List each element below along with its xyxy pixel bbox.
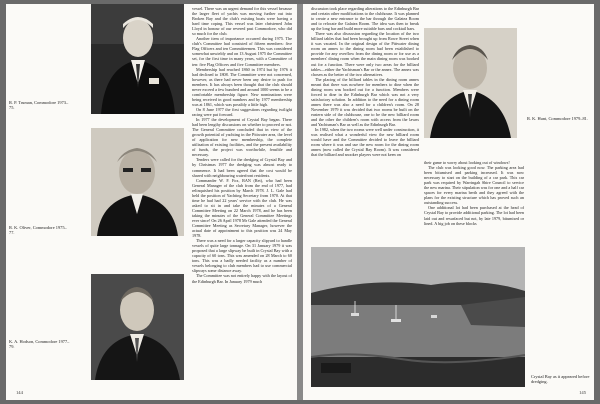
right-paragraph: In 1982, when the two rooms were well under construction, it was realised what a wonderful view the new billiard room would have and the Committee decided to leave the billiard room where it was and use the new room for the dining room annex (now called the Crystal Bay Room). It was considered that the billiard and snooker players were not keen on <box>311 127 419 158</box>
caption-crystal-bay: Crystal Bay as it appeared before dredging. <box>531 374 590 385</box>
left-paragraph: The Committee was not entirely happy with the layout of the Edinburgh Bar. In January 1979 much <box>192 273 292 284</box>
right-paragraph: There was also discussion regarding the location of the two billiard tables that had been brought up from Rowe Street when it was vacated. In the original design of the Pittwater dining room an annex to the dining room had been established to provide for any overflow from the dining room or for use as a members' dining room when the main dining room was booked out for a function. There were only two areas for the billiard tables—either the Yachtsman's Bar or the annex. The annex was chosen as the better of the two alternatives. <box>311 31 419 77</box>
left-paragraph: Commander W. F. Fox, RAN (Ret), who had been General Manager of the club from the end of 1977, had relinquished his position by March 1978. J. L. Gale had held the position of Yachting Secretary from 1970. At that time he had had 22 years' service with the club. He was asked to sit in and take the minutes of a General Committee Meeting on 22 March 1978, and he has been taking the minutes of the General Committee Meetings ever since! On 26 April 1978 Mr Gale attended the General Committee Meeting as Secretary Manager, however the actual date of appointment to this position was 24 May 1978. <box>192 177 292 239</box>
right-body-column <box>311 6 419 238</box>
crystal-bay-photo <box>311 247 525 387</box>
left-paragraph: Tenders were called for the dredging of Crystal Bay and by Christmas 1977 the dredging was almost ready to commence. It had been agreed that the cost would be shared with neighbouring waterfront residents. <box>192 157 292 178</box>
portrait-oliver <box>91 128 184 236</box>
caption-hodson: K. A. Hodson, Commodore 1977–79. <box>9 339 70 350</box>
portrait-hunt-image <box>424 28 517 138</box>
portrait-truman <box>91 4 184 114</box>
portrait-truman-image <box>91 4 184 114</box>
left-paragraph: Another item of importance occurred during 1975. The club's Committee had consisted of fifteen members: five Flag Officers and ten Committeemen. This was considered somewhat unwieldy and on 13 August 1975 the Committee set, for the first time in many years, with a Committee of ten: five Flag Officers and five Committee members. <box>192 36 292 67</box>
side-paragraph: One additional lot had been purchased at the head of Crystal Bay to provide additional parking. The lot had been laid out and resurfaced but not, by late 1979, bitumised or lined. A big job on these blocks <box>424 205 524 226</box>
left-paragraph: On 8 June 1977 the first suggestions regarding twilight racing were put forward. <box>192 106 292 117</box>
left-paragraph: There was a need for a larger capacity slipyard to handle vessels of quite large tonnage. On 31 January 1979 it was proposed that a large slipway be built in Crystal Bay with a capacity of 60 tons. This was amended on 28 March to 60 tons. This was a badly needed facility as a number of vessels belonging to club members had to use commercial slipways some distance away. <box>192 238 292 274</box>
side-paragraph: The club was looking good now. The parking area had been bitumised and parking increased. It was now necessary to start on the building of a car park. This car park was required by Warringah Shire Council to service the new marina. Their stipulation was for one and a half car spaces for every marina berth and they agreed with the plans for the existing structure which has proved such an outstanding success. <box>424 165 524 206</box>
right-page <box>303 4 594 400</box>
portrait-hodson-image <box>91 274 184 380</box>
portrait-hunt <box>424 28 517 138</box>
right-paragraph: discussion took place regarding alterations to the Edinburgh Bar and certain other modifications to the clubhouse. It was planned to create a new entrance to the bar through the Galatea Room and to relocate the Galatea Room. The idea was then to break up the long bar and build more suitable bars and cocktail bars. <box>311 6 419 32</box>
left-paragraph: Membership had reached 1860 in 1974 but by 1976 it had declined to 1808. The Committee were not concerned, however, as there had never been any desire to push for members. It has always been thought that the club should never exceed a few hundred and around 1000 seems to be a comfortable membership figure. New nominations were being received in good numbers and by 1977 membership was at 1861, which was possibly a little high. <box>192 66 292 107</box>
left-page <box>6 4 297 400</box>
crystal-bay-image <box>311 247 525 387</box>
portrait-oliver-image <box>91 128 184 236</box>
caption-oliver: R. K. Oliver, Commodore 1975–77. <box>9 225 67 236</box>
left-paragraph: In 1977 the development of Crystal Bay began. There had been lengthy discussions on whether to proceed or not. The General Committee concluded that in view of the growth potential of yachting in the Pittwater area, the level of application for new membership, the complete utilisation of existing facilities, and the present availability of funds, the project was worthwhile, feasible and necessary. <box>192 117 292 158</box>
right-side-column <box>424 160 524 240</box>
left-paragraph: vessel. There was an urgent demand for this vessel because the larger fleet of yachts was moving further out into Broken Bay and the club's existing boats were having a hard time coping. This vessel was later christened John Lloyd in honour of our revered past Commodore, who did so much for the club. <box>192 6 292 37</box>
page-number-right: 145 <box>579 390 586 395</box>
left-body-column <box>192 6 292 386</box>
page-number-left: 144 <box>16 390 23 395</box>
right-paragraph: The placing of the billiard tables in the dining room annex meant that there was nowhere for members to dine when the dining room was booked out for a function. Members were forced to dine in the Edinburgh Bar which was not a very satisfactory solution. In addition to the need for a dining room annex there was also a need for a children's room. On 28 November 1979 it was decided that two rooms be built on the eastern side of the clubhouse, one to be the new billiard room and the other the children's room with access from the lawns and Yachtsman's Bar as well as the Edinburgh Bar. <box>311 76 419 128</box>
portrait-hodson <box>91 274 184 380</box>
caption-truman: R. P. Truman, Commodore 1973–75. <box>9 100 69 111</box>
caption-hunt: R. K. Hunt, Commodore 1979–81. <box>527 116 588 121</box>
side-paragraph: their game to worry about looking out of windows! <box>424 160 510 165</box>
